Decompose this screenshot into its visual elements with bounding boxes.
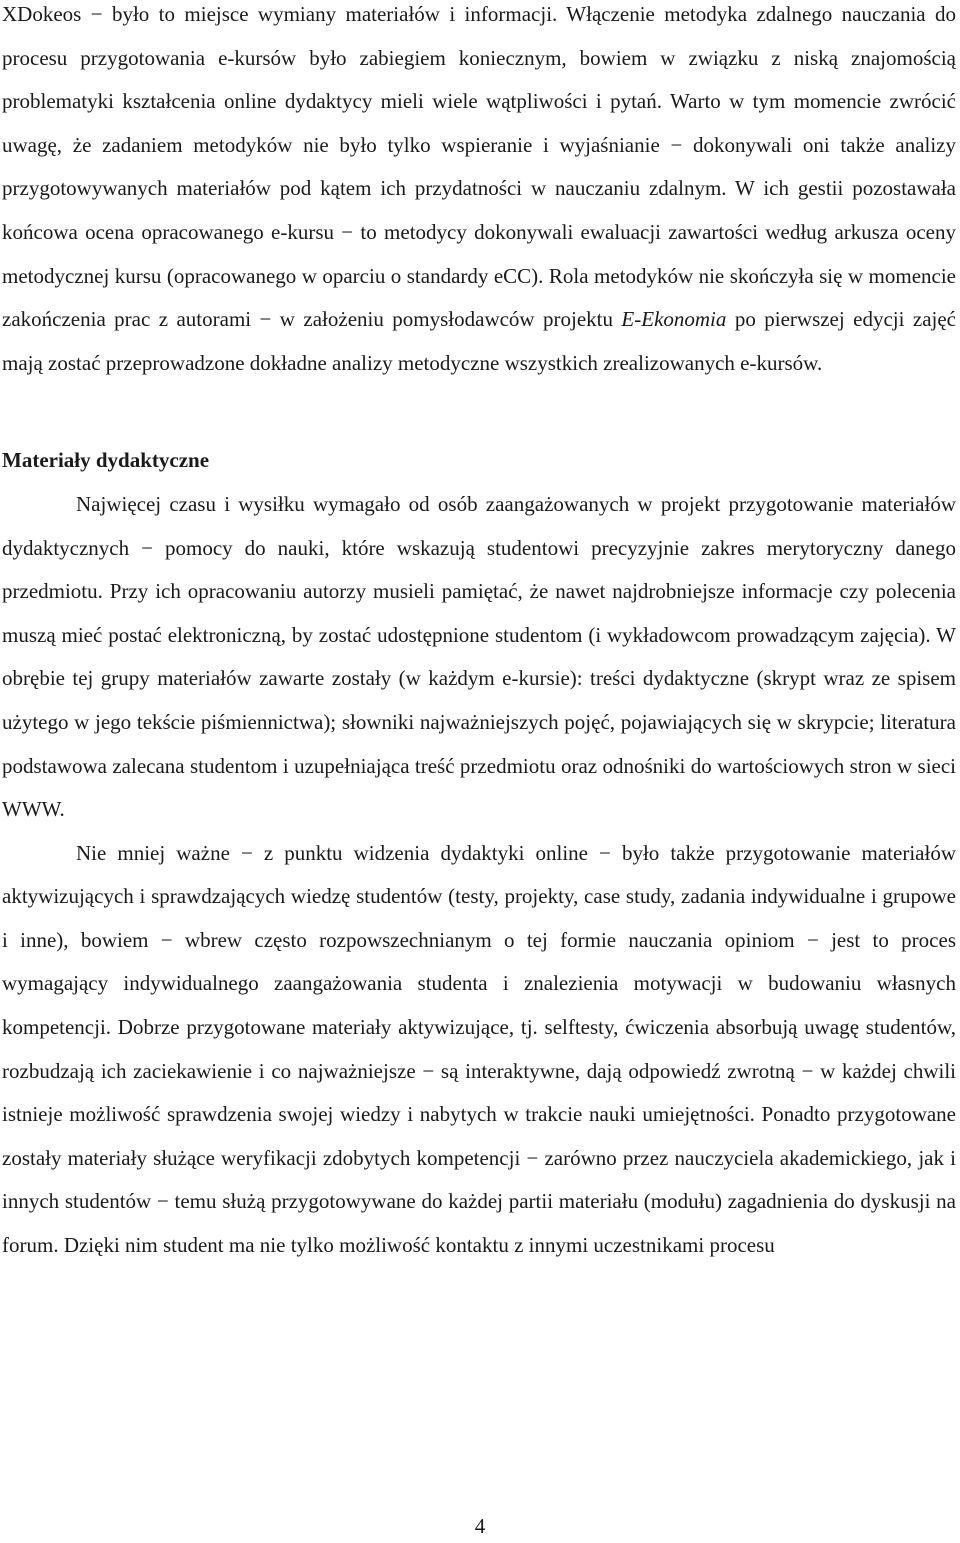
paragraph-aktywizujace: Nie mniej ważne − z punktu widzenia dydaktyki online − było także przygotowanie materiałów aktywizujących i sprawdzających wiedzę studentów (testy, projekty, case study, zadania indywidualne i grupowe i inne), bowiem − wbrew często rozpowszechnianym o tej formie nauczania opiniom − jest to proces wymagający indywidualnego zaangażowania studenta i znalezienia motywacji w budowaniu własnych kompetencji. Dobrze przygotowane materiały aktywizujące, tj. selftesty, ćwiczenia absorbują uwagę studentów, rozbudzają ich zaciekawienie i co najważniejsze − są interaktywne, dają odpowiedź zwrotną − w każdej chwili istnieje możliwość sprawdzenia swojej wiedzy i nabytych w trakcie nauki umiejętności. Ponadto przygotowane zostały materiały służące weryfikacji zdobytych kompetencji − zarówno przez nauczyciela akademickiego, jak i innych studentów − temu służą przygotowywane do każdej partii materiału (modułu) zagadnienia do dyskusji na forum. Dzięki nim student ma nie tylko możliwość kontaktu z innymi uczestnikami procesu [2,840,956,1258]
paragraph-metodycy-text-end: po pierwszej edycji zajęć mają zostać przeprowadzone dokładne analizy metodyczne wszystkich zrealizowanych e-kursów. [2,307,956,375]
project-name: E-Ekonomia [621,307,727,332]
paragraph-metodycy [2,0,956,385]
document-page [2,0,956,1268]
paragraph-materialy: Najwięcej czasu i wysiłku wymagało od osób zaangażowanych w projekt przygotowanie materiałów dydaktycznych − pomocy do nauki, które wskazują studentowi precyzyjnie zakres merytoryczny danego przedmiotu. Przy ich opracowaniu autorzy musieli pamiętać, że nawet najdrobniejsze informacje czy polecenia muszą mieć postać elektroniczną, by zostać udostępnione studentom (i wykładowcom prowadzącym zajęcia). W obrębie tej grupy materiałów zawarte zostały (w każdym e-kursie): treści dydaktyczne (skrypt wraz ze spisem użytego w jego tekście piśmiennictwa); słowniki najważniejszych pojęć, pojawiających się w skrypcie; literatura podstawowa zalecana studentom i uzupełniająca treść przedmiotu oraz odnośniki do wartościowych stron w sieci WWW. [2,491,956,822]
paragraph-metodycy-text-start: XDokeos − było to miejsce wymiany materiałów i informacji. Włączenie metodyka zdalnego nauczania do procesu przygotowania e-kursów było zabiegiem koniecznym, bowiem w związku z niską znajomością problematyki kształcenia online dydaktycy mieli wiele wątpliwości i pytań. Warto w tym momencie zwrócić uwagę, że zadaniem metodyków nie było tylko wspieranie i wyjaśnianie − dokonywali oni także analizy przygotowywanych materiałów pod kątem ich przydatności w nauczaniu zdalnym. W ich gestii pozostawała końcowa ocena opracowanego e-kursu − to metodycy dokonywali ewaluacji zawartości według arkusza oceny metodycznej kursu (opracowanego w oparciu o standardy eCC). Rola metodyków nie skończyła się w momencie zakończenia prac z autorami − w założeniu pomysłodawców projektu [2,2,956,332]
page-number: 4 [474,1514,486,1538]
section-heading: Materiały dydaktyczne [2,448,210,473]
